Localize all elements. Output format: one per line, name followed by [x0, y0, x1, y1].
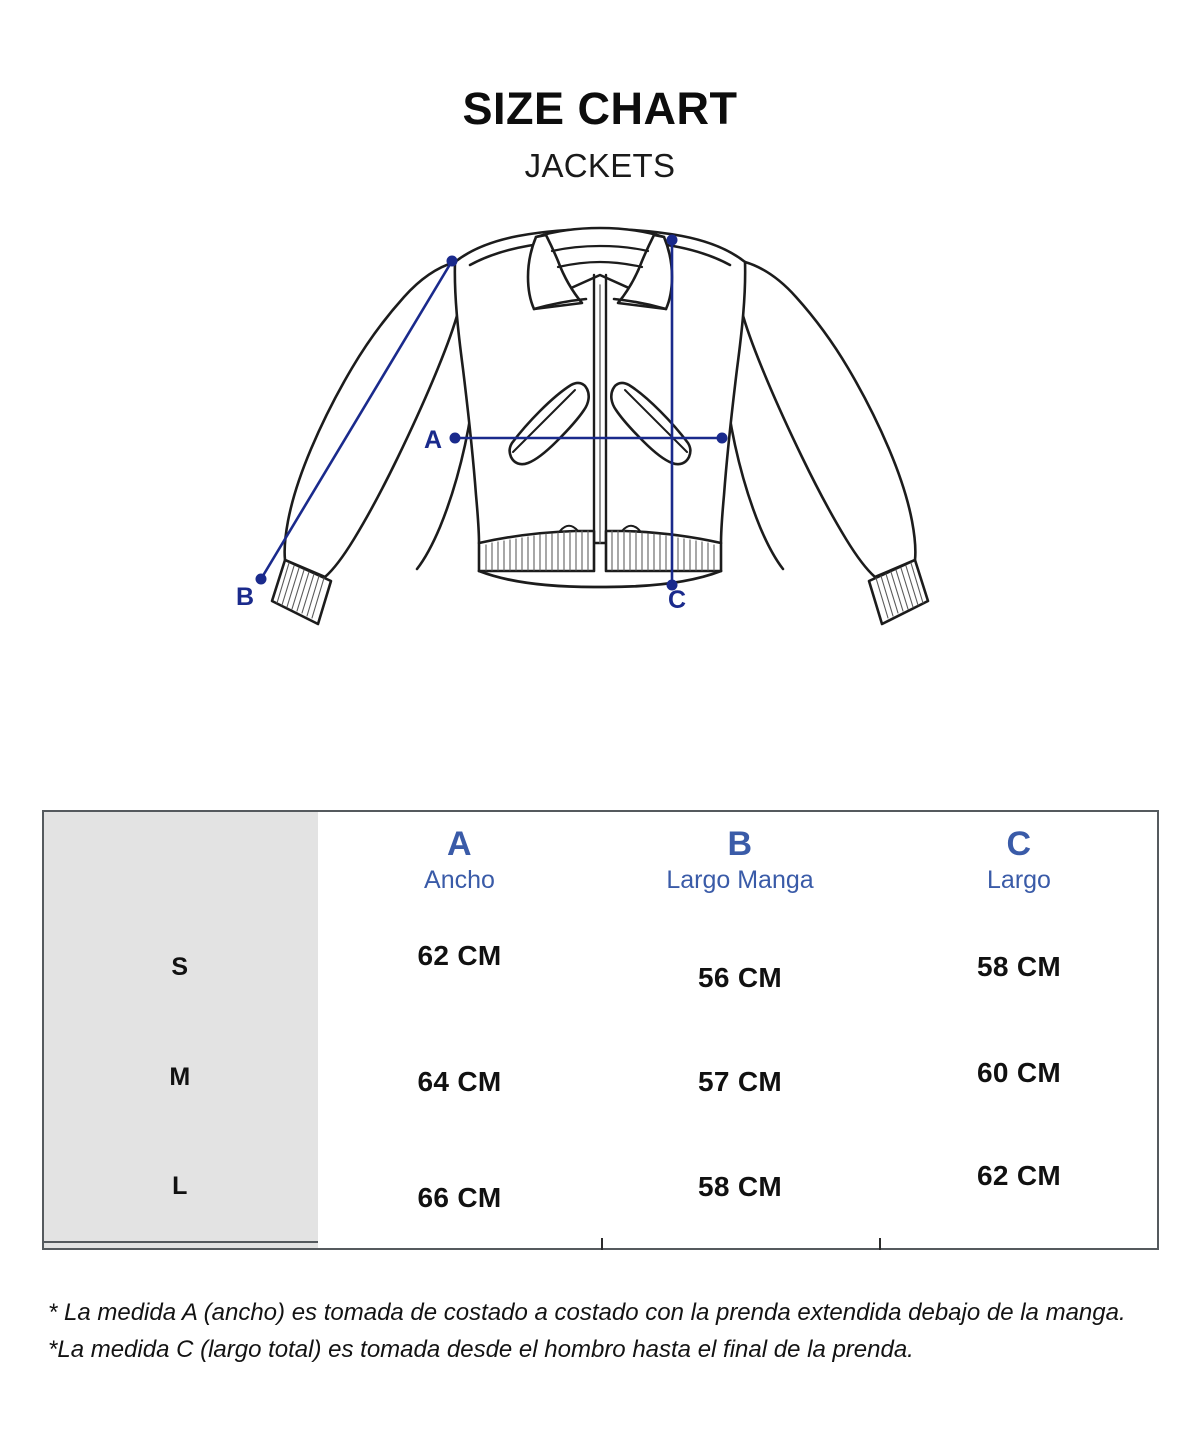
measure-c-dot-top: [668, 236, 676, 244]
measure-a-dot-left: [451, 434, 459, 442]
value-cell-s-c: [879, 912, 1159, 1022]
column-header-c: [879, 810, 1159, 912]
size-chart-table: [42, 810, 1159, 1250]
page-header: [0, 0, 1200, 182]
measure-label-c: C: [667, 586, 687, 614]
measure-a-dot-right: [718, 434, 726, 442]
footnotes: [48, 1294, 1148, 1368]
column-word-b: Largo Manga: [666, 866, 814, 895]
footer-cell-b: [601, 1242, 879, 1250]
column-header-b: [601, 810, 879, 912]
footer-cell-c: [879, 1242, 1159, 1250]
footnote-c: *La medida C (largo total) es tomada desde el hombro hasta el final de la prenda.: [48, 1336, 914, 1364]
value-cell-m-b: [601, 1022, 879, 1132]
footnote-a: * La medida A (ancho) es tomada de costado a costado con la prenda extendida debajo de la manga.: [48, 1299, 1126, 1326]
size-label-s: S: [171, 952, 189, 981]
value-cell-m-a: [318, 1022, 601, 1132]
column-header-a: [318, 810, 601, 912]
divider-stub-a-b: [601, 1238, 603, 1250]
size-table: [42, 810, 1159, 1250]
size-label-m: M: [169, 1062, 191, 1091]
value-s-b: 56 CM: [698, 962, 782, 993]
measure-b-dot-bottom: [257, 575, 265, 583]
jacket-technical-drawing-svg: [0, 205, 1200, 645]
value-cell-s-b: [601, 912, 879, 1022]
table-corner-cell: [42, 810, 318, 912]
value-cell-l-a: [318, 1132, 601, 1242]
hem-bottom-edge: [479, 571, 721, 587]
table-row: [42, 1022, 1159, 1132]
size-label-l: L: [172, 1172, 188, 1200]
value-cell-l-c: [879, 1132, 1159, 1242]
value-l-a: 66 CM: [417, 1182, 502, 1213]
jacket-illustration: [0, 205, 1200, 645]
measure-label-b: B: [235, 583, 255, 611]
column-word-c: Largo: [987, 866, 1051, 895]
table-header-row: [42, 810, 1159, 912]
page-subtitle: JACKETS: [524, 147, 676, 184]
table-row: [42, 912, 1159, 1022]
value-m-b: 57 CM: [698, 1066, 782, 1097]
column-letter-b: B: [727, 824, 753, 863]
value-m-a: 64 CM: [417, 1066, 502, 1097]
table-row: [42, 1132, 1159, 1242]
column-letter-c: C: [1006, 824, 1032, 863]
value-s-c: 58 CM: [977, 951, 1061, 982]
size-cell-m: [42, 1022, 318, 1132]
footer-size-cell: [42, 1242, 318, 1250]
column-word-a: Ancho: [424, 866, 495, 895]
divider-stub-b-c: [879, 1238, 881, 1250]
column-letter-a: A: [446, 824, 473, 863]
value-cell-s-a: [318, 912, 601, 1022]
value-l-c: 62 CM: [977, 1160, 1061, 1191]
right-sleeve: [742, 262, 915, 577]
value-l-b: 58 CM: [698, 1171, 782, 1202]
page-title: SIZE CHART: [462, 83, 738, 134]
measure-b-dot-top: [448, 257, 456, 265]
left-sleeve: [285, 262, 458, 577]
size-cell-l: [42, 1132, 318, 1242]
value-m-c: 60 CM: [977, 1057, 1061, 1088]
jacket-body-group: [272, 228, 928, 624]
value-cell-m-c: [879, 1022, 1159, 1132]
footer-cell-a: [318, 1242, 601, 1250]
value-cell-l-b: [601, 1132, 879, 1242]
measure-label-a: A: [423, 426, 443, 454]
value-s-a: 62 CM: [417, 940, 502, 971]
size-cell-s: [42, 912, 318, 1022]
